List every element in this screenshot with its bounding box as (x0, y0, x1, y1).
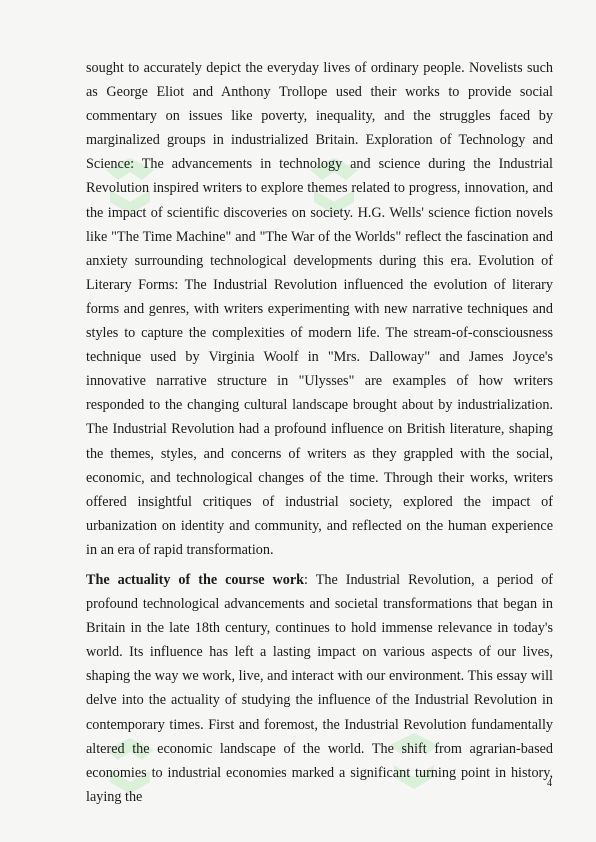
paragraph-2-body: : The Industrial Revolution, a period of profound technological advancements and societal transformations that began in Britain in the late 18th century, continues to hold immense relevance in today's world. Its influence has left a lasting impact on various aspects of our lives, shaping the way we work, live, and interact with our environment. This essay will delve into the actuality of studying the influence of the Industrial Revolution in contemporary times. First and foremost, the Industrial Revolution fundamentally altered the economic landscape of the world. The shift from agrarian-based economies to industrial economies marked a significant turning point in history, laying the (86, 571, 554, 805)
body-text (86, 56, 553, 809)
paragraph-2 (86, 568, 553, 809)
page-number: 4 (547, 778, 552, 789)
paragraph-1: sought to accurately depict the everyday lives of ordinary people. Novelists such as George Eliot and Anthony Trollope used their works to provide social commentary on issues like poverty, inequality, and the struggles faced by marginalized groups in industrialized Britain. Exploration of Technology and Science: The advancements in technology and science during the Industrial Revolution inspired writers to explore themes related to progress, innovation, and the impact of scientific discoveries on society. H.G. Wells' science fiction novels like "The Time Machine" and "The War of the Worlds" reflect the fascination and anxiety surrounding technological developments during this era. Evolution of Literary Forms: The Industrial Revolution influenced the evolution of literary forms and genres, with writers experimenting with new narrative techniques and styles to capture the complexities of modern life. The stream-of-consciousness technique used by Virginia Woolf in "Mrs. Dalloway" and James Joyce's innovative narrative structure in "Ulysses" are examples of how writers responded to the changing cultural landscape brought about by industrialization. The Industrial Revolution had a profound influence on British literature, shaping the themes, styles, and concerns of writers as they grappled with the social, economic, and technological changes of the time. Through their works, writers offered insightful critiques of industrial society, explored the impact of urbanization on identity and community, and reflected on the human experience in an era of rapid transformation. (86, 60, 553, 558)
section-heading: The actuality of the course work (86, 571, 305, 588)
